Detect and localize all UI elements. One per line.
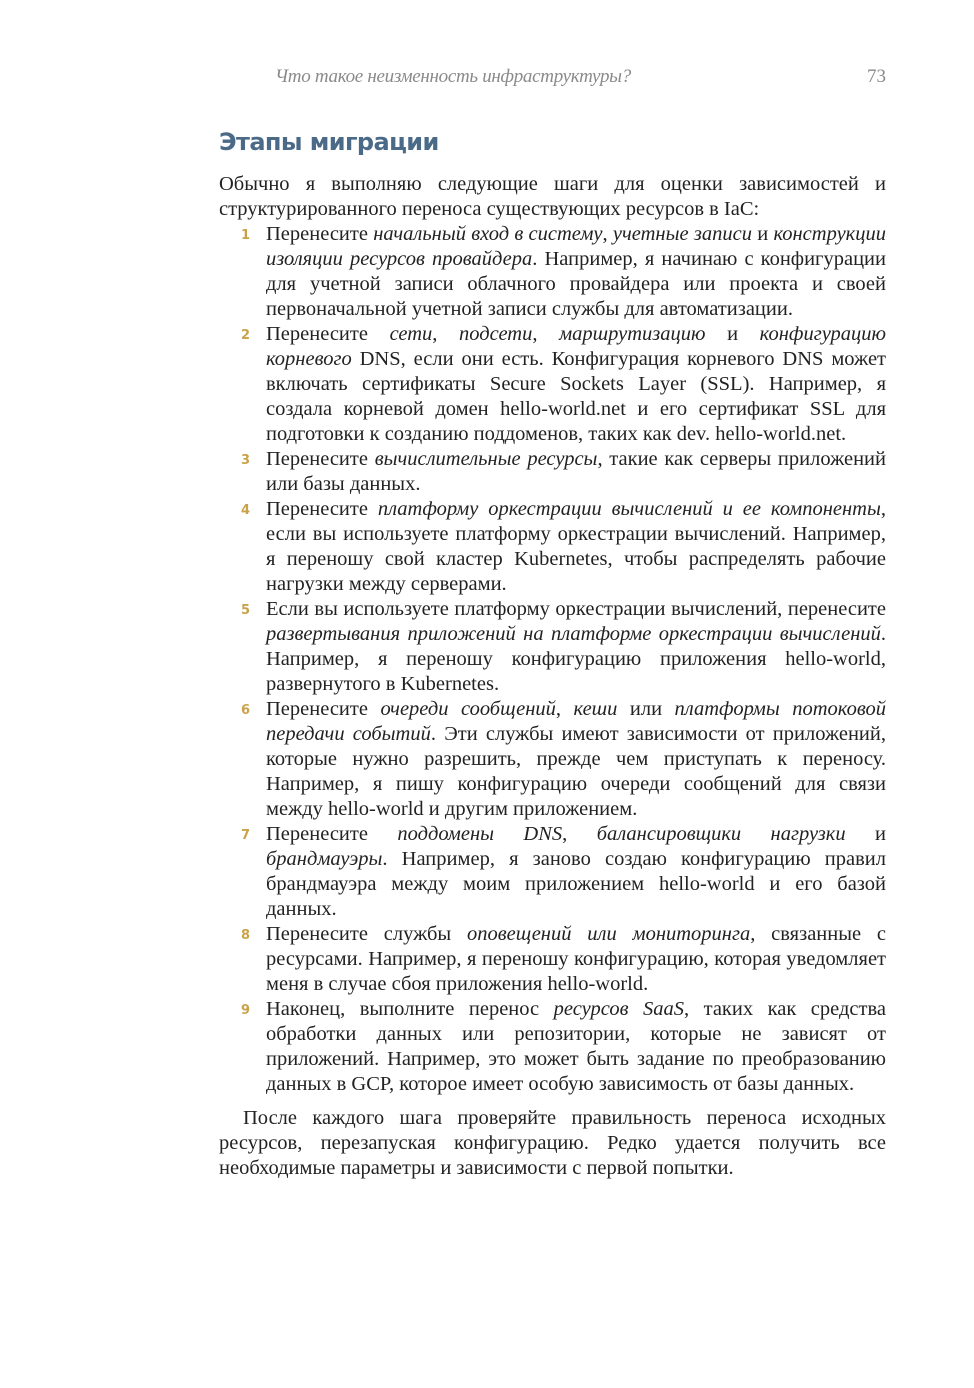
emphasized-term: очереди сообщений — [380, 698, 556, 720]
list-item-number: 1 — [241, 228, 251, 243]
list-item-number: 9 — [241, 1003, 251, 1018]
list-item — [241, 322, 886, 447]
intro-paragraph: Обычно я выполняю следующие шаги для оценки зависимостей и структурированного переноса существующих ресурсов в IaC: — [219, 173, 886, 220]
closing-paragraph: После каждого шага проверяйте правильность переноса исходных ресурсов, перезапуская конфигурацию. Редко удается получить все необходимые параметры и зависимости с первой попытки. — [219, 1107, 886, 1179]
list-item-text: , — [532, 323, 560, 345]
list-item-number: 2 — [241, 328, 251, 343]
list-item-text: , — [562, 823, 597, 845]
emphasized-term: подсети — [459, 323, 533, 345]
list-item-text: . Например, я начинаю с конфигурации для учетной записи облачного провайдера или проекта и своей первоначальной учетной записи службы для автоматизации. — [266, 248, 886, 320]
list-item — [241, 822, 887, 922]
list-item — [241, 597, 886, 697]
emphasized-term: платформу оркестрации вычислений и ее компоненты — [377, 498, 881, 520]
running-header-title: Что такое неизменность инфраструктуры? — [275, 66, 631, 87]
list-item-text: . Например, я переношу конфигурацию приложения hello-world, развернутого в Kubernetes. — [266, 623, 886, 695]
list-item — [241, 997, 886, 1097]
list-item-number: 8 — [241, 928, 251, 943]
list-item-number: 6 — [241, 703, 251, 718]
list-item-text: Перенесите — [266, 498, 378, 520]
list-item-number: 5 — [241, 603, 251, 618]
emphasized-term: развертывания приложений на платформе оркестрации вычислений — [266, 623, 881, 645]
list-item-text: , связанные с ресурсами. Например, я переношу конфигурацию, которая уведомляет меня в случае сбоя приложения hello-world. — [266, 923, 886, 995]
list-item-text: Если вы используете платформу оркестрации вычислений, перенесите — [266, 598, 886, 620]
list-item-text: , — [602, 223, 613, 245]
list-item — [241, 222, 887, 322]
list-item-number: 7 — [241, 828, 251, 843]
list-item-number: 4 — [241, 503, 251, 518]
list-item — [241, 447, 886, 497]
list-item-text: Перенесите — [266, 323, 390, 345]
migration-steps-list — [219, 222, 886, 1097]
list-item-text: DNS, если они есть. Конфигурация корневого DNS может включать сертификаты Secure Sockets Layer (SSL). Например, я создала корневой домен hello-world.net и его сертификат SSL для подготовки к созданию поддоменов, таких как dev. hello-world.net. — [266, 348, 886, 445]
emphasized-term: начальный вход в систему — [373, 223, 603, 245]
list-item-text: . Например, я заново создаю конфигурацию правил брандмауэра между моим приложением hello-world и его базой данных. — [266, 848, 886, 920]
list-item-text: Наконец, выполните перенос — [266, 998, 554, 1020]
list-item — [241, 697, 886, 822]
list-item-text: Перенесите службы — [266, 923, 467, 945]
list-item-text: Перенесите — [266, 698, 381, 720]
list-item-text: , если вы используете платформу оркестрации вычислений. Например, я переношу свой кластер Kubernetes, чтобы распределять рабочие нагрузки между серверами. — [266, 498, 886, 595]
emphasized-term: брандмауэры — [266, 848, 383, 870]
list-item-text: и — [845, 823, 887, 845]
emphasized-term: учетные записи — [612, 223, 752, 245]
emphasized-term: поддомены DNS — [397, 823, 563, 845]
emphasized-term: ресурсов SaaS — [553, 998, 684, 1020]
list-item-text: или — [617, 698, 675, 720]
list-item-text: , такие как серверы приложений или базы данных. — [266, 448, 886, 495]
emphasized-term: вычислительные ресурсы — [374, 448, 598, 470]
emphasized-term: платформы потоковой передачи событий — [266, 698, 886, 745]
emphasized-term: балансировщики нагрузки — [596, 823, 846, 845]
list-item-text: , таких как средства обработки данных или репозитории, которые не зависят от приложений. Например, это может быть задание по преобразованию данных в GCP, которое имеет особую зависимость от базы данных. — [266, 998, 886, 1095]
emphasized-term: конструкции изоляции ресурсов провайдера — [266, 223, 887, 270]
list-item-text: и — [705, 323, 760, 345]
list-item — [241, 497, 886, 597]
page-number: 73 — [867, 66, 886, 87]
emphasized-term: маршрутизацию — [559, 323, 706, 345]
section-heading: Этапы миграции — [219, 128, 439, 156]
list-item-number: 3 — [241, 453, 251, 468]
emphasized-term: конфигурацию корневого — [266, 323, 886, 370]
list-item-text: Перенесите — [266, 823, 398, 845]
emphasized-term: кеши — [573, 698, 618, 720]
list-item-text: Перенесите — [266, 448, 375, 470]
body-text — [219, 172, 886, 1181]
list-item-text: , — [555, 698, 574, 720]
emphasized-term: оповещений или мониторинга — [466, 923, 751, 945]
list-item — [241, 922, 886, 997]
list-item-text: и — [751, 223, 774, 245]
list-item-text: , — [432, 323, 460, 345]
list-item-text: . Эти службы имеют зависимости от приложений, которые нужно разрешить, прежде чем приступать к переносу. Например, я пишу конфигурацию очереди сообщений для связи между hello-world и другим приложением. — [266, 723, 886, 820]
emphasized-term: сети — [389, 323, 433, 345]
list-item-text: Перенесите — [266, 223, 374, 245]
